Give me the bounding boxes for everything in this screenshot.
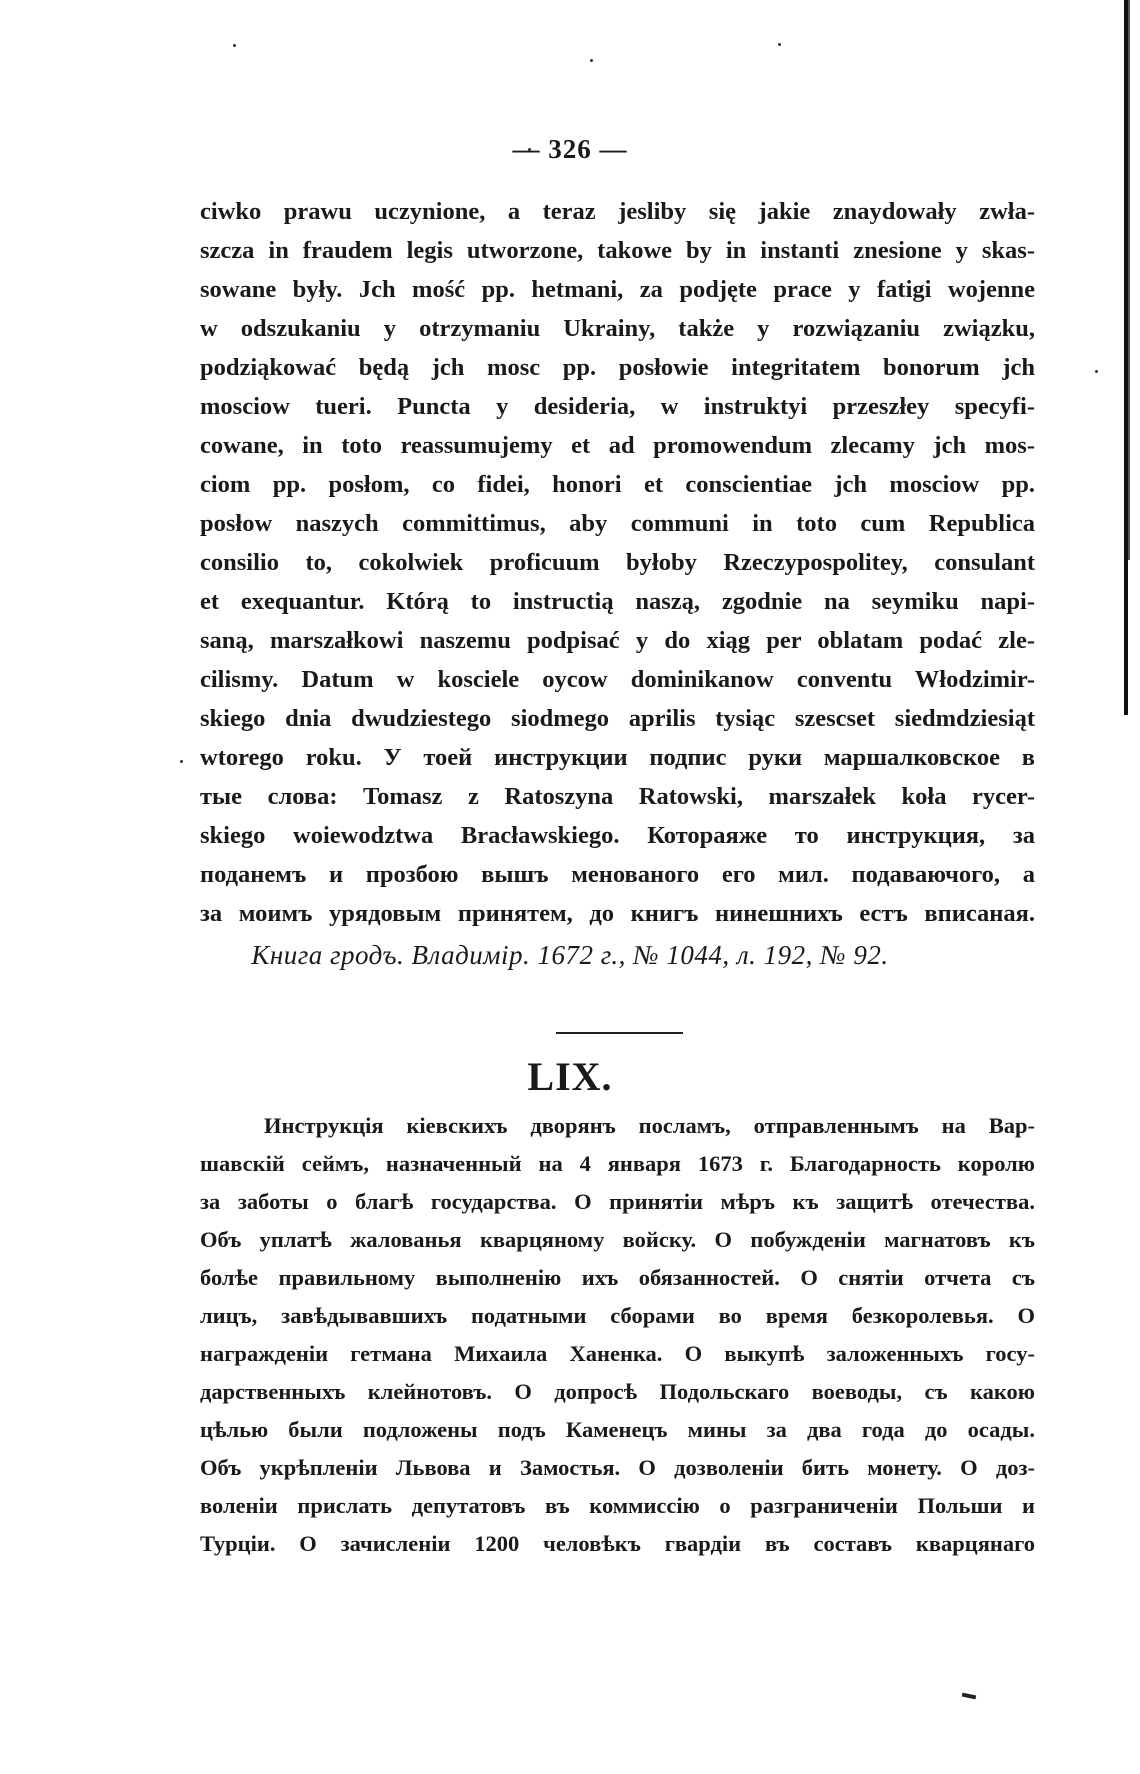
text-line: skiego woiewodztwa Bracławskiego. Котораяже то инструкция, за	[200, 822, 1035, 849]
summary-line: воленіи прислать депутатовъ въ коммиссію о разграниченіи Польши и	[200, 1493, 1035, 1518]
text-line: за моимъ урядовым принятем, до книгъ нинешнихъ естъ вписаная.	[200, 900, 1035, 927]
text-line: posłow naszych committimus, aby communi in toto cum Republica	[200, 510, 1035, 537]
scan-speck	[233, 44, 236, 47]
text-line: mosciow tueri. Puncta y desideria, w instruktyi przeszłey specyfi-	[200, 393, 1035, 420]
summary-line: цѣлью были подложены подъ Каменецъ мины за два года до осады.	[200, 1417, 1035, 1442]
section-divider	[556, 1032, 683, 1034]
summary-line: шавскій сеймъ, назначенный на 4 января 1673 г. Благодарность королю	[200, 1151, 1035, 1176]
summary-line: дарственныхъ клейнотовъ. О допросѣ Подольскаго воеводы, съ какою	[200, 1379, 1035, 1404]
summary-line: Инструкція кіевскихъ дворянъ посламъ, отправленнымъ на Вар-	[264, 1113, 1035, 1138]
text-line: et exequantur. Którą to instructią naszą, zgodnie na seymiku napi-	[200, 588, 1035, 615]
text-line: ciwko prawu uczynione, a teraz jesliby się jakie znaydowały zwła-	[200, 198, 1035, 225]
scan-mark	[962, 1693, 977, 1700]
text-line: sowane były. Jch mość pp. hetmani, za podjęte prace y fatigi wojenne	[200, 276, 1035, 303]
page-edge-shadow-thin	[1128, 0, 1130, 560]
text-line: поданемъ и прозбою вышъ менованого его мил. подаваючого, а	[200, 861, 1035, 888]
text-line: podziąkować będą jch mosc pp. posłowie integritatem bonorum jch	[200, 354, 1035, 381]
scan-speck	[778, 43, 781, 46]
text-line: szcza in fraudem legis utworzone, takowe by in instanti znesione y skas-	[200, 237, 1035, 264]
summary-line: Объ уплатѣ жалованья кварцяному войску. О побужденіи магнатовъ къ	[200, 1227, 1035, 1252]
page-number: — 326 —	[512, 134, 628, 164]
section-summary	[200, 1107, 1035, 1563]
main-text-block	[200, 192, 1035, 933]
scan-speck	[590, 59, 593, 62]
scan-speck	[180, 760, 183, 763]
summary-line: Объ укрѣпленіи Львова и Замостья. О дозволеніи бить монету. О доз-	[200, 1455, 1035, 1480]
summary-line: Турціи. О зачисленіи 1200 человѣкъ гвардіи въ составъ кварцянаго	[200, 1531, 1035, 1556]
scan-speck	[1095, 370, 1098, 373]
text-line: w odszukaniu y otrzymaniu Ukrainy, także y rozwiązaniu związku,	[200, 315, 1035, 342]
summary-line: болѣе правильному выполненію ихъ обязанностей. О снятіи отчета съ	[200, 1265, 1035, 1290]
summary-line: награжденіи гетмана Михаила Ханенка. О выкупѣ заложенныхъ госу-	[200, 1341, 1035, 1366]
text-line: saną, marszałkowi naszemu podpisać y do xiąg per oblatam podać zle-	[200, 627, 1035, 654]
text-line: cowane, in toto reassumujemy et ad promowendum zlecamy jch mos-	[200, 432, 1035, 459]
summary-line: за заботы о благѣ государства. О принятіи мѣръ къ защитѣ отечества.	[200, 1189, 1035, 1214]
text-line: тые слова: Tomasz z Ratoszyna Ratowski, marszałek koła rycer-	[200, 783, 1035, 810]
text-line: ciom pp. posłom, co fidei, honori et conscientiae jch mosciow pp.	[200, 471, 1035, 498]
text-line: wtorego roku. У тоей инструкции подпис руки маршалковское в	[200, 744, 1035, 771]
text-line: consilio to, cokolwiek proficuum byłoby Rzeczypospolitey, consulant	[200, 549, 1035, 576]
section-heading: LIX.	[527, 1054, 613, 1099]
text-line: skiego dnia dwudziestego siodmego aprilis tysiąc szescset siedmdziesiąt	[200, 705, 1035, 732]
summary-line: лицъ, завѣдывавшихъ податными сборами во время безкоролевья. О	[200, 1303, 1035, 1328]
archive-citation: Книга гродъ. Владимір. 1672 г., № 1044, л. 192, № 92.	[251, 940, 889, 970]
text-line: cilismy. Datum w kosciele oycow dominikanow conventu Włodzimir-	[200, 666, 1035, 693]
